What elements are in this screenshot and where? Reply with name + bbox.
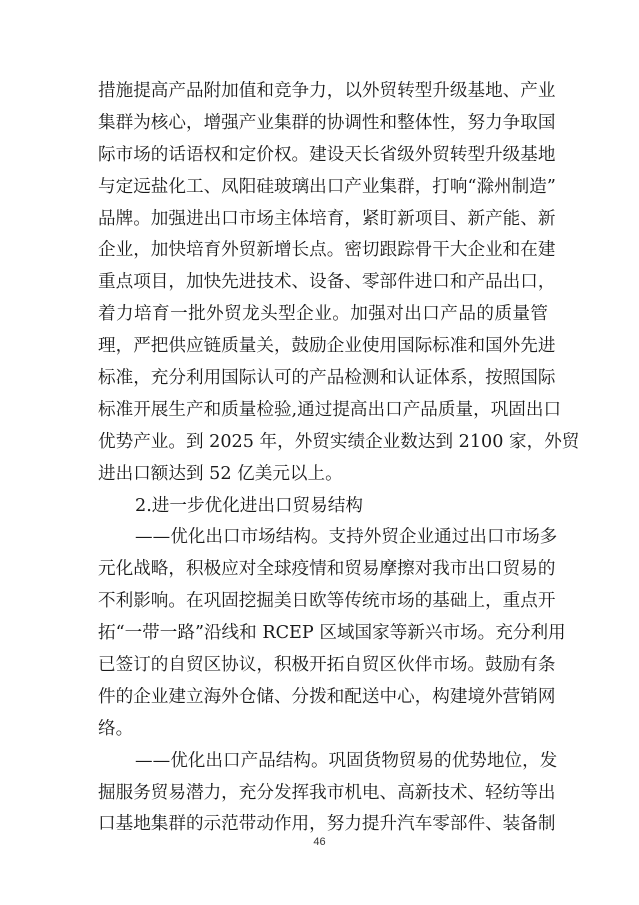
text-line: 企业，加快培育外贸新增长点。密切跟踪骨干大企业和在建 bbox=[98, 240, 556, 261]
text-line: 着力培育一批外贸龙头型企业。加强对出口产品的质量管 bbox=[98, 304, 548, 325]
text-line: 拓“一带一路”沿线和 RCEP 区域国家等新兴市场。充分利用 bbox=[98, 623, 566, 644]
text-line: ——优化出口产品结构。巩固货物贸易的优势地位，发 bbox=[135, 750, 558, 771]
text-line: 已签订的自贸区协议，积极开拓自贸区伙伴市场。鼓励有条 bbox=[98, 655, 556, 676]
text-line: 集群为核心，增强产业集群的协调性和整体性，努力争取国 bbox=[98, 112, 556, 133]
text-line: 不利影响。在巩固挖掘美日欧等传统市场的基础上，重点开 bbox=[98, 591, 556, 612]
text-line: ——优化出口市场结构。支持外贸企业通过出口市场多 bbox=[135, 527, 558, 548]
text-line: 标准开展生产和质量检验,通过提高出口产品质量，巩固出口 bbox=[98, 399, 562, 420]
text-line: 重点项目，加快先进技术、设备、零部件进口和产品出口， bbox=[98, 272, 556, 293]
text-line: 际市场的话语权和定价权。建设天长省级外贸转型升级基地 bbox=[98, 144, 556, 165]
text-line: 进出口额达到 52 亿美元以上。 bbox=[98, 463, 343, 484]
text-line: 络。 bbox=[98, 718, 134, 739]
page-number: 46 bbox=[313, 836, 326, 848]
text-line: 优势产业。到 2025 年，外贸实绩企业数达到 2100 家，外贸 bbox=[98, 431, 580, 452]
body-text bbox=[98, 76, 580, 841]
text-line: 理，严把供应链质量关，鼓励企业使用国际标准和国外先进 bbox=[98, 336, 556, 357]
text-line: 品牌。加强进出口市场主体培育，紧盯新项目、新产能、新 bbox=[98, 208, 556, 229]
section-heading: 2.进一步优化进出口贸易结构 bbox=[135, 495, 363, 516]
text-line: 与定远盐化工、凤阳硅玻璃出口产业集群，打响“滁州制造” bbox=[98, 176, 556, 197]
text-line: 掘服务贸易潜力，充分发挥我市机电、高新技术、轻纺等出 bbox=[98, 782, 556, 803]
text-line: 措施提高产品附加值和竞争力，以外贸转型升级基地、产业 bbox=[98, 81, 556, 101]
text-line: 标准，充分利用国际认可的产品检测和认证体系，按照国际 bbox=[98, 368, 556, 389]
text-line: 口基地集群的示范带动作用，努力提升汽车零部件、装备制 bbox=[98, 814, 556, 835]
text-line: 件的企业建立海外仓储、分拨和配送中心，构建境外营销网 bbox=[98, 686, 556, 707]
text-line: 元化战略，积极应对全球疫情和贸易摩擦对我市出口贸易的 bbox=[98, 559, 556, 580]
